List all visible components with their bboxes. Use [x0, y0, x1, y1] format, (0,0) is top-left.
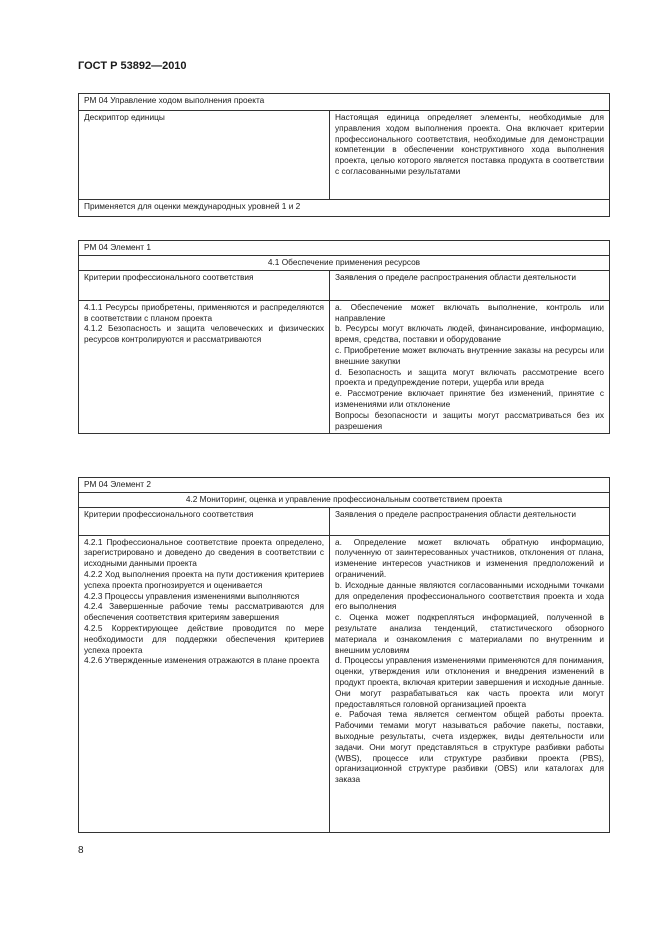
criterion: 4.2.6 Утвержденные изменения отражаются в плане проекта: [84, 655, 320, 666]
unit-title: РМ 04 Управление ходом выполнения проекта: [79, 94, 610, 111]
criteria-cell: [79, 535, 330, 832]
descriptor-label: Дескриптор единицы: [79, 111, 330, 200]
column-header-statements: Заявления о пределе распространения области деятельности: [330, 270, 610, 300]
statement: e. Рабочая тема является сегментом общей работы проекта. Рабочими темами могут называться рабочие пакеты, поставки, выходные результаты, счета издержек, виды деятельности или задачи. Они могут представляться в структуре разбивки работы (WBS), процессе или структуре разбивки проекта (PBS), организационной структуре разбивки (OBS) или каталогах для заказа: [335, 709, 604, 785]
element-title: РМ 04 Элемент 1: [79, 241, 610, 256]
levels-note: Применяется для оценки международных уровней 1 и 2: [79, 200, 610, 217]
criterion: 4.2.4 Завершенные рабочие темы рассматриваются для обеспечения соответствия критериям завершения: [84, 601, 324, 623]
statement: c. Оценка может подкрепляться информацией, полученной в результате анализа тенденций, статистического обзорного материала и ознакомления с материалами по внутренним и внешним условиям: [335, 612, 604, 655]
element-subtitle: 4.2 Мониторинг, оценка и управление профессиональным соответствием проекта: [79, 492, 610, 507]
page-number: 8: [78, 845, 84, 856]
column-header-criteria: Критерии профессионального соответствия: [79, 270, 330, 300]
criterion: 4.2.1 Профессиональное соответствие проекта определено, зарегистрировано и доведено до сведения в соответствии с исходными данными проекта: [84, 536, 324, 569]
criterion: 4.2.5 Корректирующее действие проводится по мере необходимости для поддержки обеспечения критериев успеха проекта: [84, 622, 324, 655]
criteria-cell: [79, 300, 330, 434]
statement: b. Ресурсы могут включать людей, финансирование, информацию, время, средства, поставки и оборудование: [335, 323, 604, 345]
element-1-table: [78, 240, 610, 434]
element-title: РМ 04 Элемент 2: [79, 478, 610, 493]
criterion: 4.2.3 Процессы управления изменениями выполняются: [84, 590, 300, 601]
statement: Вопросы безопасности и защиты могут рассматриваться без их разрешения: [335, 409, 604, 431]
statement: d. Безопасность и защита могут включать рассмотрение всего проекта и предупреждение потери, ущерба или вреда: [335, 366, 604, 388]
element-subtitle: 4.1 Обеспечение применения ресурсов: [79, 255, 610, 270]
statement: a. Определение может включать обратную информацию, полученную от заинтересованных участников, отклонения от плана, изменение интересов участников и изменения предположений и ограничений.: [335, 536, 604, 579]
statement: a. Обеспечение может включать выполнение, контроль или направление: [335, 301, 604, 323]
document-header: ГОСТ Р 53892—2010: [78, 60, 187, 72]
statement: c. Приобретение может включать внутренние заказы на ресурсы или внешние закупки: [335, 344, 604, 366]
criterion: 4.1.2 Безопасность и защита человеческих и физических ресурсов контролируются и рассматриваются: [84, 323, 324, 345]
unit-descriptor-table: [78, 93, 610, 217]
descriptor-text: Настоящая единица определяет элементы, необходимые для управления ходом выполнения проекта. Она включает критерии профессионального соответствия, необходимые для демонстрации компетенции в обеспечении конструктивного хода выполнения проекта, целью которого является поставка продукта в соответствии с согласованными результатами: [330, 111, 610, 200]
element-2-table: [78, 477, 610, 833]
criterion: 4.2.2 Ход выполнения проекта на пути достижения критериев успеха проекта прогнозируется и оценивается: [84, 568, 324, 590]
statements-cell: [330, 300, 610, 434]
statement: b. Исходные данные являются согласованными исходными точками для определения профессионального соответствия проекта и хода его выполнения: [335, 579, 604, 612]
column-header-statements: Заявления о пределе распространения области деятельности: [330, 507, 610, 535]
statement: d. Процессы управления изменениями применяются для понимания, оценки, утверждения или отклонения и внедрения изменений в продукт проекта, включая критерии завершения и исходные данные. Они могут разрабатываться как часть проекта или могут предоставляться головной организацией проекта: [335, 655, 604, 709]
statements-cell: [330, 535, 610, 832]
criterion: 4.1.1 Ресурсы приобретены, применяются и распределяются в соответствии с планом проекта: [84, 301, 324, 323]
statement: e. Рассмотрение включает принятие без изменений, принятие с изменениями или отклонение: [335, 388, 604, 409]
column-header-criteria: Критерии профессионального соответствия: [79, 507, 330, 535]
